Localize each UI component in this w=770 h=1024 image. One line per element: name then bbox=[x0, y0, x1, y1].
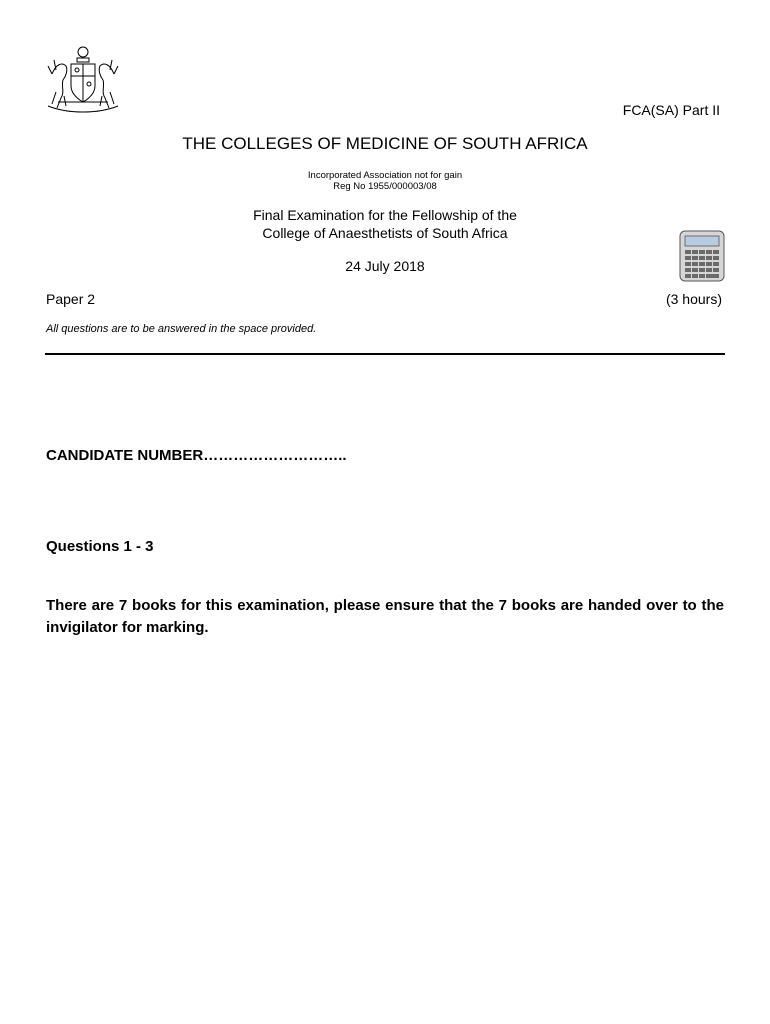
questions-heading: Questions 1 - 3 bbox=[46, 538, 154, 555]
exam-date: 24 July 2018 bbox=[345, 258, 425, 274]
exam-title-line2: College of Anaesthetists of South Africa bbox=[262, 225, 508, 241]
horizontal-divider bbox=[45, 353, 725, 355]
paper-label: Paper 2 bbox=[46, 291, 96, 307]
reg-number: Reg No 1955/000003/08 bbox=[333, 181, 437, 192]
books-notice: There are 7 books for this examination, please ensure that the 7 books are handed over to the invigilator for marking. bbox=[46, 597, 724, 636]
coat-of-arms-icon bbox=[44, 44, 122, 114]
exam-title bbox=[0, 206, 770, 242]
duration-label: (3 hours) bbox=[665, 291, 722, 307]
candidate-number-field: CANDIDATE NUMBER……………………….. bbox=[46, 447, 347, 464]
institution-title: THE COLLEGES OF MEDICINE OF SOUTH AFRICA bbox=[182, 134, 588, 153]
part-label: FCA(SA) Part II bbox=[622, 102, 720, 118]
calculator-icon bbox=[679, 230, 725, 282]
exam-title-line1: Final Examination for the Fellowship of the bbox=[253, 207, 517, 223]
registration-block bbox=[0, 170, 770, 192]
incorporated-text: Incorporated Association not for gain bbox=[307, 170, 463, 181]
instruction-text: All questions are to be answered in the space provided. bbox=[46, 323, 317, 335]
